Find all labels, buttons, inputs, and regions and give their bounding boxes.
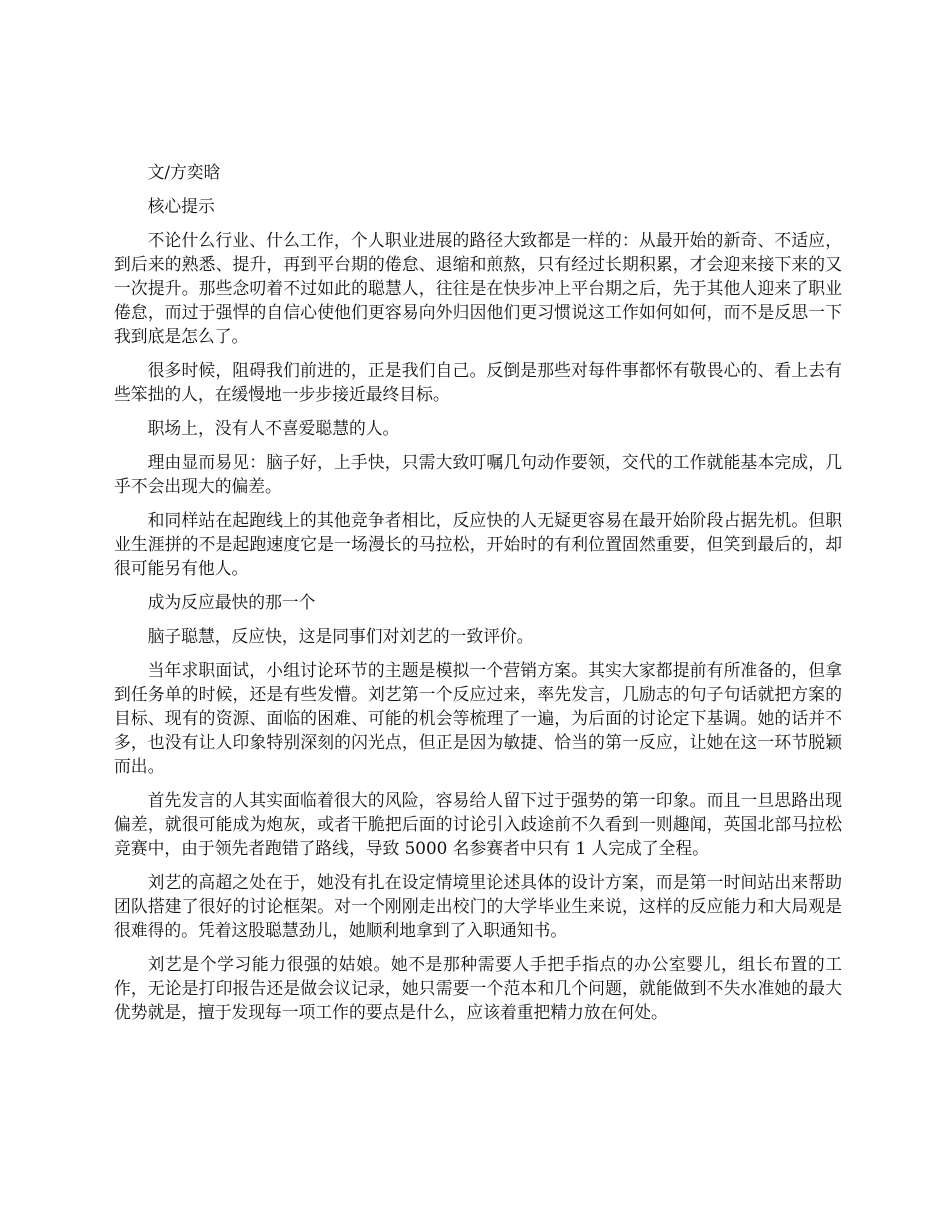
document-body xyxy=(114,160,842,1034)
paragraph: 刘艺的高超之处在于，她没有扎在设定情境里论述具体的设计方案，而是第一时间站出来帮助团队搭建了很好的讨论框架。对一个刚刚走出校门的大学毕业生来说，这样的反应能力和大局观是很难得的。凭着这股聪慧劲儿，她顺利地拿到了入职通知书。 xyxy=(114,872,842,940)
author-line: 文/方奕晗 xyxy=(147,162,221,182)
section-heading: 成为反应最快的那一个 xyxy=(147,592,316,612)
paragraph: 职场上，没有人不喜爱聪慧的人。 xyxy=(147,418,400,438)
paragraph: 刘艺是个学习能力很强的姑娘。她不是那种需要人手把手指点的办公室婴儿，组长布置的工作，无论是打印报告还是做会议记录，她只需要一个范本和几个问题，就能做到不失水准她的最大优势就是，擅于发现每一项工作的要点是什么，应该着重把精力放在何处。 xyxy=(114,954,842,1022)
section-heading: 核心提示 xyxy=(147,196,215,216)
paragraph: 理由显而易见：脑子好，上手快，只需大致叮嘱几句动作要领，交代的工作就能基本完成，几乎不会出现大的偏差。 xyxy=(114,452,842,496)
paragraph: 首先发言的人其实面临着很大的风险，容易给人留下过于强势的第一印象。而且一旦思路出现偏差，就很可能成为炮灰，或者干脆把后面的讨论引入歧途前不久看到一则趣闻，英国北部马拉松竞赛中，由于领先者跑错了路线，导致 5000 名参赛者中只有 1 人完成了全程。 xyxy=(114,790,842,858)
paragraph: 脑子聪慧，反应快，这是同事们对刘艺的一致评价。 xyxy=(147,626,534,646)
paragraph: 和同样站在起跑线上的其他竞争者相比，反应快的人无疑更容易在最开始阶段占据先机。但职业生涯拼的不是起跑速度它是一场漫长的马拉松，开始时的有利位置固然重要，但笑到最后的，却很可能另有他人。 xyxy=(114,510,842,578)
paragraph: 当年求职面试，小组讨论环节的主题是模拟一个营销方案。其实大家都提前有所准备的，但拿到任务单的时候，还是有些发懵。刘艺第一个反应过来，率先发言，几励志的句子句话就把方案的目标、现有的资源、面临的困难、可能的机会等梳理了一遍，为后面的讨论定下基调。她的话并不多，也没有让人印象特别深刻的闪光点，但正是因为敏捷、恰当的第一反应，让她在这一环节脱颖而出。 xyxy=(114,660,842,776)
paragraph: 不论什么行业、什么工作，个人职业进展的路径大致都是一样的：从最开始的新奇、不适应，到后来的熟悉、提升，再到平台期的倦怠、退缩和煎熬，只有经过长期积累，才会迎来接下来的又一次提升。那些念叨着不过如此的聪慧人，往往是在快步冲上平台期之后，先于其他人迎来了职业倦怠，而过于强悍的自信心使他们更容易向外归因他们更习惯说这工作如何如何，而不是反思一下我到底是怎么了。 xyxy=(114,230,842,346)
paragraph: 很多时候，阻碍我们前进的，正是我们自己。反倒是那些对每件事都怀有敬畏心的、看上去有些笨拙的人，在缓慢地一步步接近最终目标。 xyxy=(114,360,842,404)
